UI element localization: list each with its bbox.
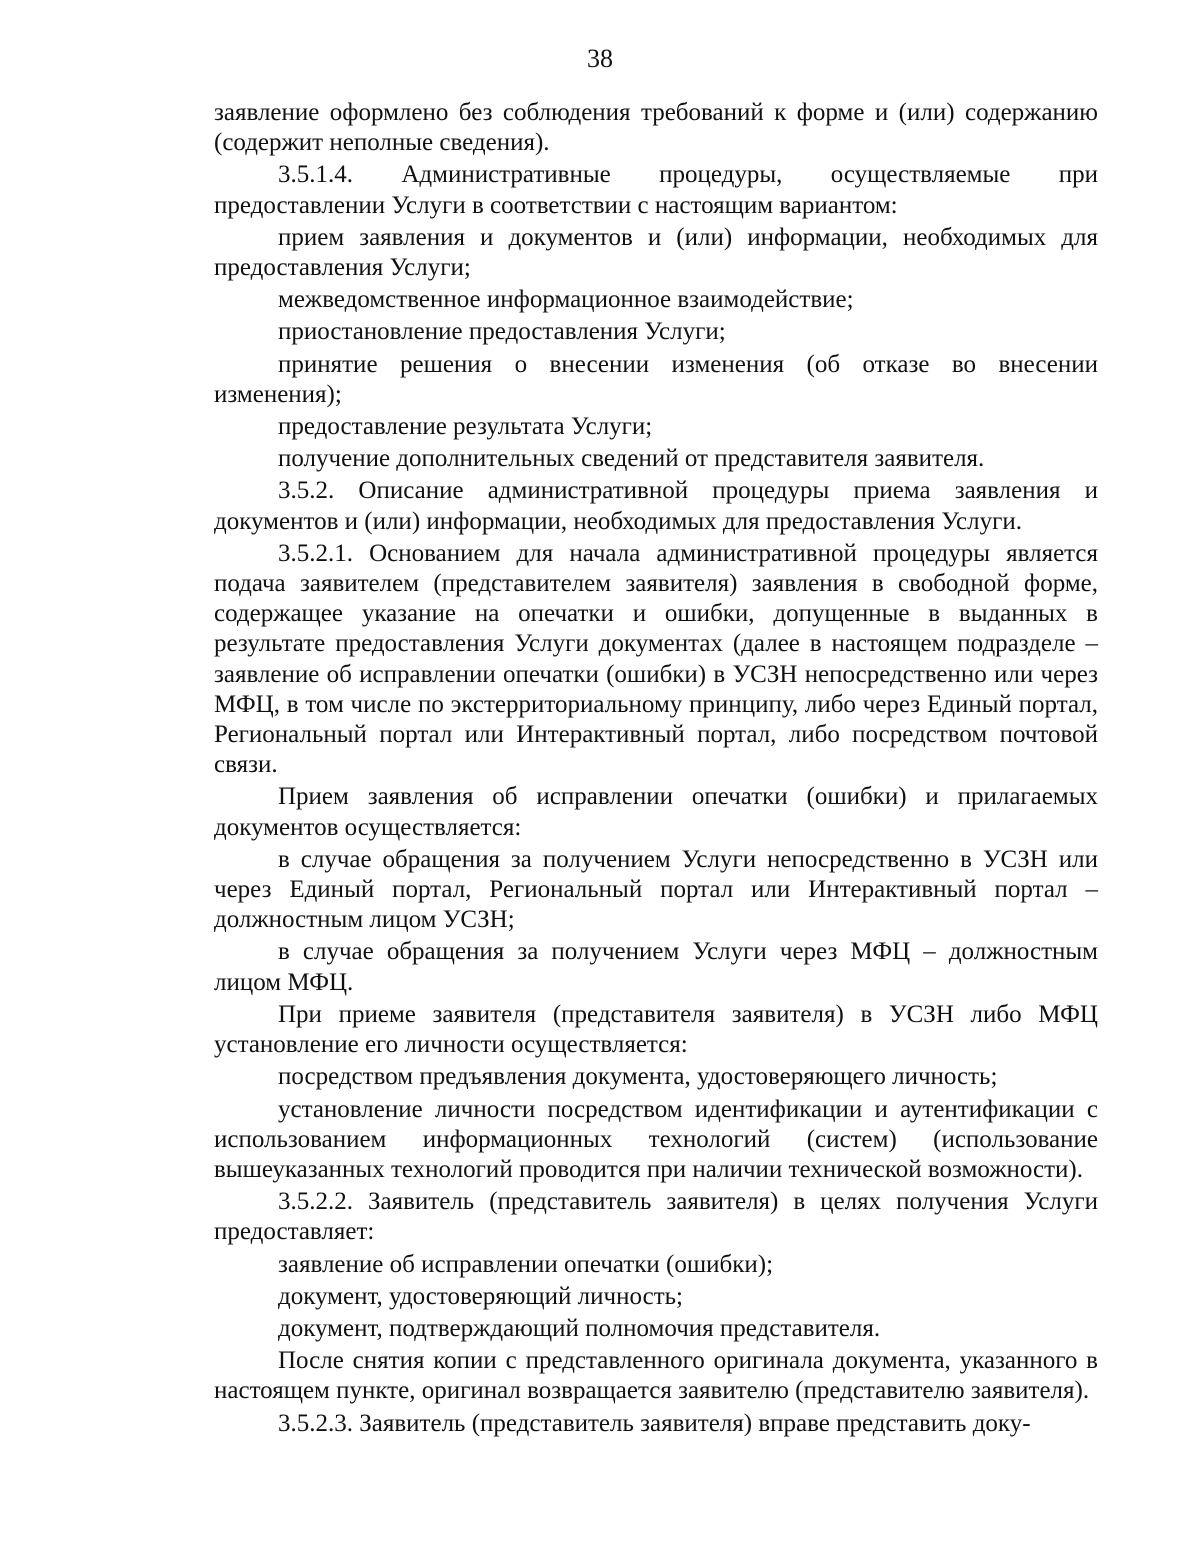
paragraph: Прием заявления об исправлении опечатки (ошибки) и прилагаемых документов осуществляется: [214, 783, 1098, 841]
paragraph: После снятия копии с представленного оригинала документа, указанного в настоящем пункте, оригинал возвращается заявителю (представителю заявителя). [214, 1347, 1098, 1405]
paragraph: в случае обращения за получением Услуги непосредственно в УСЗН или через Единый портал, Региональный портал или Интерактивный портал – должностным лицом УСЗН; [214, 845, 1098, 934]
paragraph: прием заявления и документов и (или) информации, необходимых для предоставления Услуги; [214, 223, 1098, 282]
paragraph: в случае обращения за получением Услуги через МФЦ – должностным лицом МФЦ. [214, 938, 1098, 996]
paragraph: предоставление результата Услуги; [278, 413, 653, 441]
paragraph: документ, удостоверяющий личность; [278, 1282, 683, 1310]
paragraph: 3.5.2.2. Заявитель (представитель заявителя) в целях получения Услуги предоставляет: [214, 1188, 1098, 1246]
paragraph: 3.5.1.4. Административные процедуры, осуществляемые при предоставлении Услуги в соответствии с настоящим вариантом: [214, 161, 1098, 219]
page-number: 38 [587, 44, 613, 73]
paragraph: межведомственное информационное взаимодействие; [278, 286, 854, 314]
paragraph: установление личности посредством идентификации и аутентификации с использованием информационных технологий (систем) (использование вышеуказанных технологий проводится при наличии технической возможности). [214, 1095, 1098, 1183]
paragraph: 3.5.2.3. Заявитель (представитель заявителя) вправе представить доку- [278, 1409, 1031, 1437]
paragraph: принятие решения о внесении изменения (об отказе во внесении изменения); [214, 350, 1098, 408]
paragraph: посредством предъявления документа, удостоверяющего личность; [278, 1063, 998, 1091]
paragraph: При приеме заявителя (представителя заявителя) в УСЗН либо МФЦ установление его личности осуществляется: [214, 1000, 1098, 1059]
paragraph: заявление об исправлении опечатки (ошибки); [278, 1250, 774, 1278]
paragraph: документ, подтверждающий полномочия представителя. [278, 1314, 881, 1342]
paragraph: получение дополнительных сведений от представителя заявителя. [278, 445, 985, 473]
document-body [214, 98, 1098, 1441]
paragraph: 3.5.2. Описание административной процедуры приема заявления и документов и (или) информации, необходимых для предоставления Услуги. [214, 477, 1098, 535]
paragraph: 3.5.2.1. Основанием для начала административной процедуры является подача заявителем (представителем заявителя) заявления в свободной форме, содержащее указание на опечатки и ошибки, допущенные в выданных в результате предоставления Услуги документах (далее в настоящем подразделе – заявление об исправлении опечатки (ошибки) в УСЗН непосредственно или через МФЦ, в том числе по экстерриториальному принципу, либо через Единый портал, Региональный портал или Интерактивный портал, либо посредством почтовой связи. [214, 539, 1098, 779]
paragraph: заявление оформлено без соблюдения требований к форме и (или) содержанию (содержит неполные сведения). [214, 99, 1098, 157]
paragraph: приостановление предоставления Услуги; [278, 318, 726, 346]
